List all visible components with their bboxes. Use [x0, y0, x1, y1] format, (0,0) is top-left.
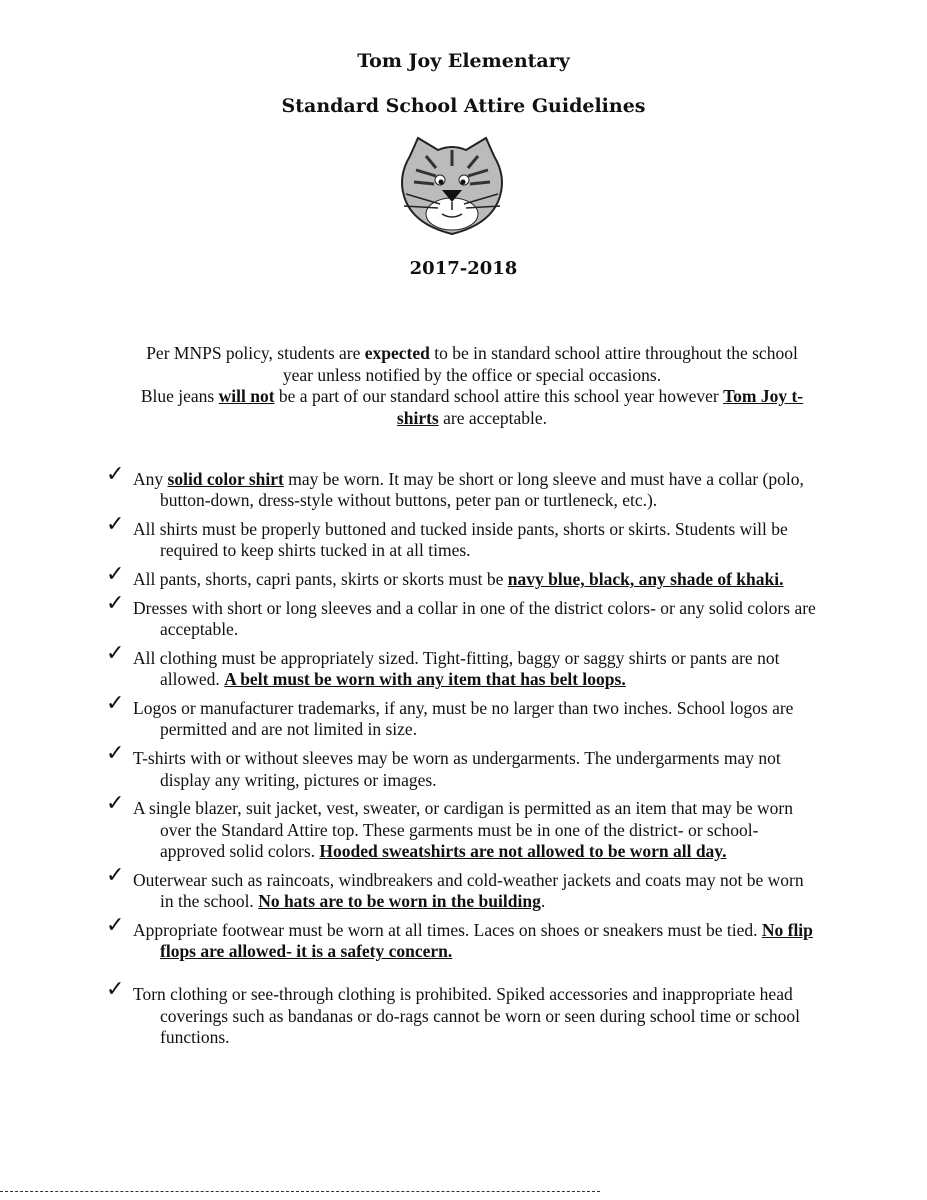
guideline-item	[106, 590, 818, 641]
emphasis-text: navy blue, black, any shade of khaki.	[507, 569, 784, 590]
body-text: All clothing must be appropriately sized. Tight-fitting, baggy or saggy shirts or pants are not allowed.	[133, 648, 780, 690]
body-text: All pants, shorts, capri pants, skirts or skorts must be	[133, 569, 508, 590]
checkmark-icon: ✓	[106, 590, 125, 616]
body-text: A single blazer, suit jacket, vest, sweater, or cardigan is permitted as an item that may be worn over the Standard Attire top. These garments must be in one of the district- or school-approved solid colors.	[133, 798, 793, 861]
body-text: may be worn. It may be short or long sleeve and must have a collar (polo, button-down, dress-style without buttons, peter pan or turtleneck, etc.).	[160, 469, 804, 511]
guideline-item	[106, 691, 818, 741]
body-text: be a part of our standard school attire this school year however	[274, 386, 724, 406]
guideline-item	[106, 862, 818, 913]
body-text: T-shirts with or without sleeves may be worn as undergarments. The undergarments may not display any writing, pictures or images.	[133, 748, 781, 790]
body-text: Per MNPS policy, students are	[146, 343, 365, 363]
body-text: to be in standard school attire throughout the school year unless notified by the office or special occasions.	[282, 343, 798, 385]
body-text: are acceptable.	[438, 407, 548, 428]
emphasis-text: No flip flops are allowed- it is a safety concern.	[160, 919, 813, 962]
checkmark-icon: ✓	[106, 562, 125, 588]
body-text: Any	[133, 469, 168, 489]
emphasis-text: will not	[218, 386, 275, 406]
guideline-item	[106, 641, 818, 691]
checkmark-icon: ✓	[106, 862, 125, 888]
checkmark-icon: ✓	[106, 977, 125, 1003]
emphasis-text: expected	[364, 343, 430, 363]
body-text: All shirts must be properly buttoned and tucked inside pants, shorts or skirts. Students will be required to keep shirts tucked in at all times.	[133, 519, 788, 561]
checkmark-icon: ✓	[106, 912, 125, 938]
guideline-item	[106, 741, 818, 791]
body-text: Logos or manufacturer trademarks, if any, must be no larger than two inches. School logos are permitted and are not limited in size.	[133, 698, 794, 740]
emphasis-text: Tom Joy t-shirts	[396, 386, 804, 428]
emphasis-text: solid color shirt	[167, 469, 284, 489]
guideline-item	[106, 912, 818, 963]
document-title: Standard School Attire Guidelines	[281, 95, 646, 117]
body-text: Torn clothing or see-through clothing is prohibited. Spiked accessories and inappropriate head coverings such as bandanas or do-rags cannot be worn or seen during school time or school functions.	[133, 984, 801, 1048]
guideline-item	[106, 462, 818, 512]
guideline-item	[106, 512, 818, 562]
guideline-item	[106, 977, 818, 1048]
emphasis-text: Hooded sweatshirts are not allowed to be worn all day.	[319, 840, 727, 861]
checkmark-icon: ✓	[106, 741, 125, 767]
emphasis-text: No hats are to be worn in the building	[258, 891, 541, 912]
checkmark-icon: ✓	[106, 641, 125, 667]
body-text: Appropriate footwear must be worn at all times. Laces on shoes or sneakers must be tied.	[133, 919, 762, 940]
school-name: Tom Joy Elementary	[357, 50, 570, 72]
checkmark-icon: ✓	[106, 791, 125, 817]
body-text: Outerwear such as raincoats, windbreakers and cold-weather jackets and coats may not be worn in the school.	[133, 869, 804, 912]
intro-paragraph	[130, 386, 814, 429]
checkmark-icon: ✓	[106, 512, 125, 538]
school-year: 2017-2018	[409, 258, 518, 279]
checkmark-icon: ✓	[106, 691, 125, 717]
scan-edge-line	[0, 1191, 600, 1192]
policy-intro	[130, 343, 814, 429]
guideline-item	[106, 562, 818, 590]
emphasis-text: A belt must be worn with any item that has belt loops.	[224, 669, 626, 690]
tiger-mascot-logo	[396, 136, 508, 238]
intro-paragraph	[130, 343, 814, 386]
guidelines-list	[106, 462, 818, 1056]
guideline-item	[106, 791, 818, 862]
checkmark-icon: ✓	[106, 462, 125, 487]
body-text: Dresses with short or long sleeves and a collar in one of the district colors- or any solid colors are acceptable.	[133, 597, 816, 640]
body-text: Blue jeans	[140, 386, 219, 406]
body-text: .	[540, 891, 546, 912]
